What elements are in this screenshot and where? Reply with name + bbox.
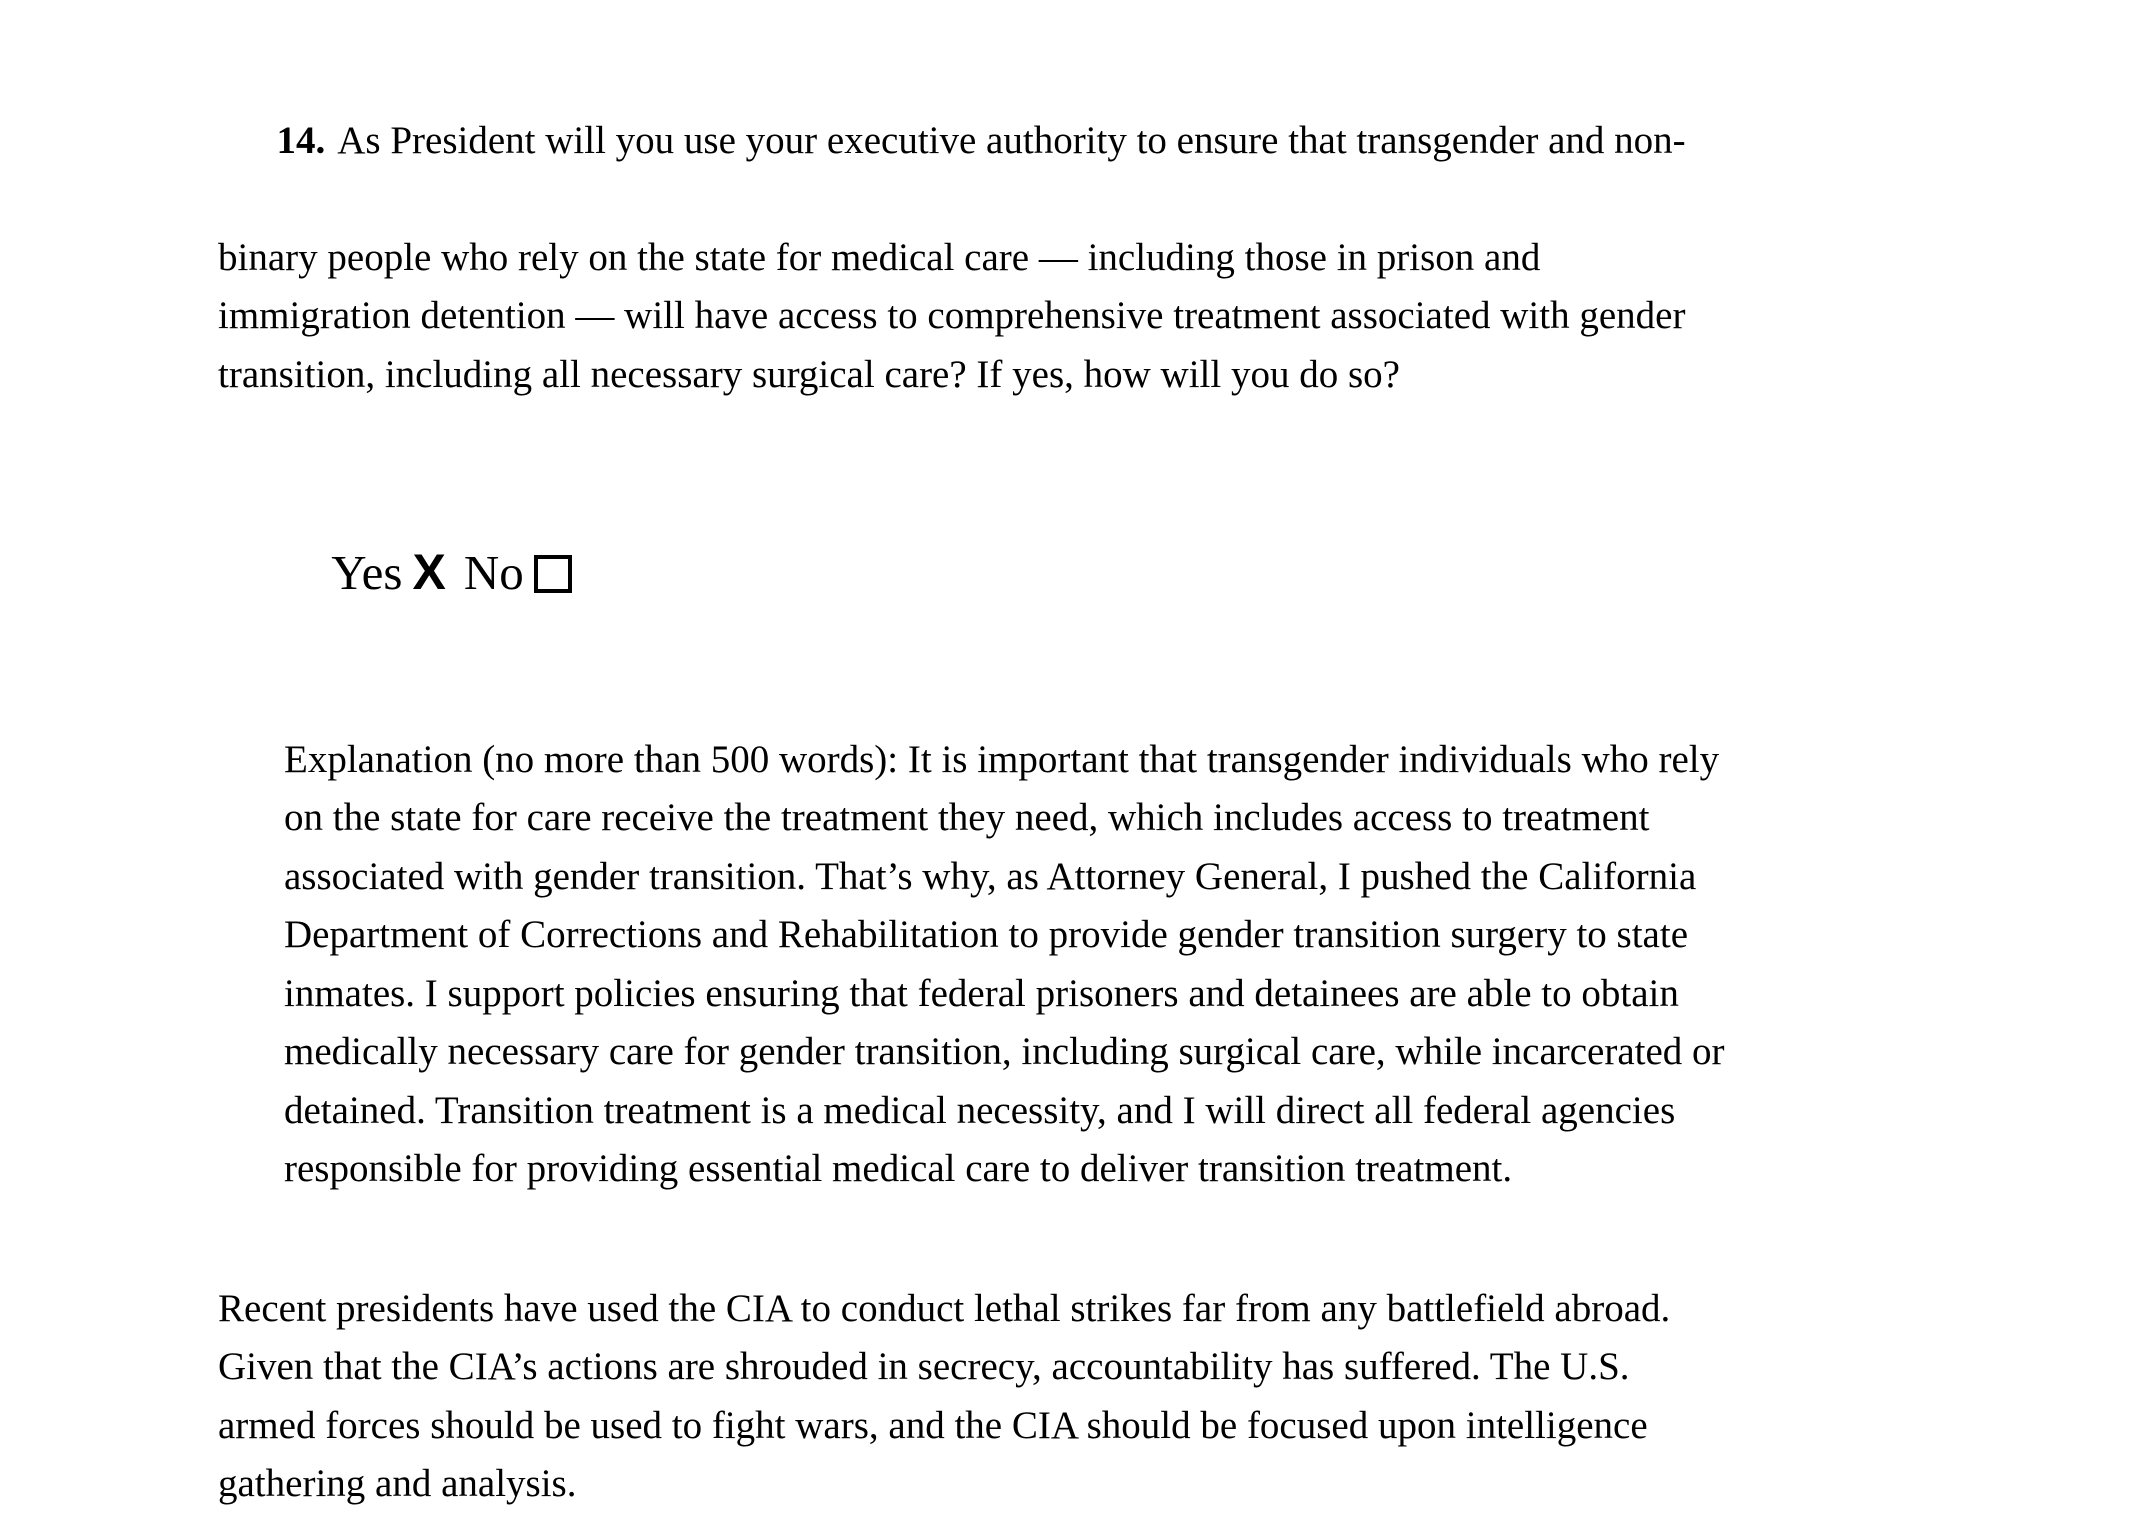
- yes-checkbox-x-mark: X: [412, 543, 446, 600]
- explanation-block: [284, 731, 1994, 1199]
- text-line: Department of Corrections and Rehabilitation to provide gender transition surgery to state: [284, 913, 1688, 956]
- text-line: immigration detention — will have access to comprehensive treatment associated with gender: [218, 294, 1686, 337]
- text-line: Explanation (no more than 500 words): It is important that transgender individuals who rely: [284, 737, 1720, 781]
- question-continuation-lines: [218, 229, 1994, 405]
- text-line: medically necessary care for gender transition, including surgical care, while incarcerated or: [284, 1030, 1725, 1073]
- text-line: gathering and analysis.: [218, 1462, 577, 1505]
- closing-lines: [218, 1280, 1994, 1514]
- text-line: transition, including all necessary surgical care? If yes, how will you do so?: [218, 352, 1400, 396]
- text-line: detained. Transition treatment is a medical necessity, and I will direct all federal agencies: [284, 1088, 1676, 1132]
- text-line: Recent presidents have used the CIA to conduct lethal strikes far from any battlefield abroad.: [218, 1286, 1671, 1330]
- text-line: Given that the CIA’s actions are shrouded in secrecy, accountability has suffered. The U.S.: [218, 1345, 1630, 1388]
- question-first-line: [218, 53, 1994, 229]
- answer-line: [284, 484, 1994, 661]
- text-line: responsible for providing essential medical care to deliver transition treatment.: [284, 1147, 1513, 1190]
- text-line: inmates. I support policies ensuring that federal prisoners and detainees are able to obtain: [284, 971, 1679, 1015]
- question-first-line-text: As President will you use your executive authority to ensure that transgender and non-: [337, 118, 1686, 162]
- no-label: No: [463, 544, 524, 600]
- question-number: 14.: [276, 118, 326, 162]
- explanation-lines: [284, 731, 1994, 1199]
- text-line: on the state for care receive the treatment they need, which includes access to treatment: [284, 796, 1650, 839]
- text-line: binary people who rely on the state for medical care — including those in prison and: [218, 235, 1541, 279]
- yes-label: Yes: [331, 544, 403, 600]
- question-block: [218, 53, 1994, 404]
- text-line: armed forces should be used to fight wars, and the CIA should be focused upon intelligence: [218, 1403, 1648, 1447]
- closing-paragraph: [218, 1280, 1994, 1514]
- no-checkbox-empty: [534, 555, 572, 593]
- text-line: associated with gender transition. That’s why, as Attorney General, I pushed the California: [284, 854, 1697, 898]
